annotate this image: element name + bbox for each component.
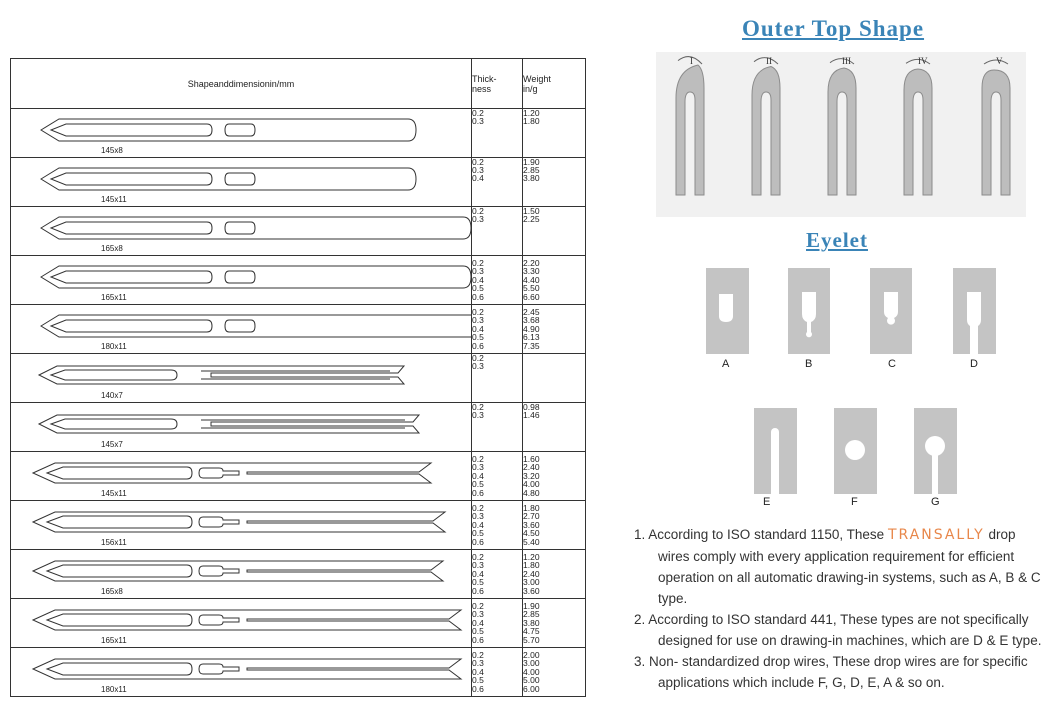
weight-value: 3.30 — [523, 266, 540, 277]
dropwire-drawing — [11, 403, 471, 451]
weight-value: 2.85 — [523, 165, 540, 175]
weight-value: 2.85 — [523, 609, 540, 620]
weight-values-cell — [523, 550, 586, 599]
note-1-suffix: drop — [988, 527, 1016, 542]
wire-outline — [41, 168, 416, 190]
thickness-values-cell — [472, 599, 523, 648]
thickness-value: 0.4 — [472, 470, 484, 481]
table-header-row — [11, 59, 586, 109]
notes-list — [634, 524, 1060, 693]
thickness-values-cell — [472, 158, 523, 207]
thickness-value: 0.2 — [472, 650, 484, 660]
weight-value: 3.20 — [523, 470, 540, 481]
weight-column-header — [523, 59, 586, 109]
eyelet-title: Eyelet — [806, 228, 868, 252]
weight-value: 5.00 — [523, 675, 540, 686]
wire-eyelet — [225, 271, 255, 283]
thickness-value: 0.5 — [472, 528, 484, 539]
thickness-value: 0.5 — [472, 283, 484, 294]
wire-shape-cell — [11, 207, 472, 256]
eyelet-f-hole — [845, 440, 865, 460]
weight-value: 6.60 — [523, 291, 540, 302]
weight-values-cell — [523, 452, 586, 501]
weight-value: 3.60 — [523, 519, 540, 530]
eyelet-label-c: C — [888, 358, 896, 370]
wire-shape-cell — [11, 354, 472, 403]
thickness-value: 0.6 — [472, 487, 484, 498]
wire-outline — [41, 217, 471, 239]
weight-value: 1.60 — [523, 454, 540, 464]
thickness-value: 0.3 — [472, 658, 484, 669]
info-panel — [620, 0, 1060, 701]
weight-value: 2.40 — [523, 462, 540, 473]
weight-value: 1.90 — [523, 157, 540, 167]
table-row — [11, 599, 586, 648]
wire-slot — [47, 467, 192, 479]
weight-value: 1.80 — [523, 503, 540, 513]
thickness-value: 0.6 — [472, 291, 484, 302]
wire-eyelet — [199, 664, 239, 674]
weight-header-line1: Weight — [523, 73, 551, 84]
wire-eyelet — [199, 468, 239, 478]
weight-value: 4.80 — [523, 487, 540, 498]
thickness-values-cell — [472, 109, 523, 158]
thickness-value: 0.3 — [472, 560, 484, 571]
thickness-values-cell — [472, 648, 523, 697]
wire-outline — [33, 561, 443, 581]
eyelet-label-f: F — [851, 496, 858, 508]
thickness-value: 0.2 — [472, 307, 484, 317]
wire-shape-cell — [11, 109, 472, 158]
dropwire-drawing — [11, 109, 471, 157]
wire-slot — [51, 222, 212, 234]
weight-value: 3.68 — [523, 315, 540, 326]
thickness-value: 0.2 — [472, 402, 484, 412]
weight-values-cell — [523, 207, 586, 256]
weight-value: 6.13 — [523, 332, 540, 343]
outer-top-shape-title: Outer Top Shape — [742, 16, 925, 41]
thickness-value: 0.2 — [472, 258, 484, 268]
brand-name: TRANSALLY — [887, 527, 985, 543]
eyelet-e-slot — [771, 428, 779, 494]
thickness-value: 0.2 — [472, 108, 484, 118]
table-row — [11, 158, 586, 207]
weight-values-cell — [523, 256, 586, 305]
thickness-value: 0.2 — [472, 454, 484, 464]
table-row — [11, 305, 586, 354]
thickness-values-cell — [472, 305, 523, 354]
table-row — [11, 648, 586, 697]
wire-outline — [33, 610, 461, 630]
wire-shape-cell — [11, 550, 472, 599]
weight-value: 5.40 — [523, 536, 540, 547]
thickness-values-cell — [472, 207, 523, 256]
weight-value: 4.75 — [523, 626, 540, 637]
eyelet-a-hole — [719, 294, 733, 322]
wire-eyelet — [201, 420, 405, 428]
wire-shape-cell — [11, 403, 472, 452]
thickness-value: 0.5 — [472, 675, 484, 686]
thickness-value: 0.3 — [472, 165, 484, 175]
thickness-values-cell — [472, 550, 523, 599]
thickness-header-line1: Thick- — [472, 73, 497, 84]
wire-outline — [39, 366, 404, 384]
weight-header-line2: in/g — [523, 83, 538, 94]
wire-shape-cell — [11, 256, 472, 305]
weight-values-cell — [523, 354, 586, 403]
wire-slot — [51, 419, 177, 429]
weight-values-cell — [523, 403, 586, 452]
wire-eyelet — [201, 371, 390, 379]
thickness-value: 0.3 — [472, 410, 484, 420]
wire-shape-cell — [11, 599, 472, 648]
thickness-values-cell — [472, 354, 523, 403]
wire-eyelet — [225, 173, 255, 185]
wire-eyelet — [225, 320, 255, 332]
wire-shape-cell — [11, 305, 472, 354]
wire-slot — [47, 663, 192, 675]
thickness-value: 0.3 — [472, 214, 484, 224]
wire-dimension: 145x8 — [101, 146, 123, 155]
dropwire-drawing — [11, 158, 471, 206]
thickness-value: 0.6 — [472, 683, 484, 694]
wire-dimension: 156x11 — [101, 538, 127, 547]
weight-value: 3.00 — [523, 577, 540, 588]
thickness-values-cell — [472, 452, 523, 501]
weight-value: 1.80 — [523, 116, 540, 126]
table-row — [11, 452, 586, 501]
table-row — [11, 403, 586, 452]
thickness-value: 0.3 — [472, 266, 484, 277]
weight-value: 7.35 — [523, 340, 540, 351]
thickness-value: 0.2 — [472, 601, 484, 611]
weight-value: 2.40 — [523, 568, 540, 579]
thickness-value: 0.3 — [472, 116, 484, 126]
wire-dimension: 145x11 — [101, 489, 127, 498]
thickness-value: 0.3 — [472, 315, 484, 326]
weight-value: 4.00 — [523, 479, 540, 490]
thickness-value: 0.6 — [472, 634, 484, 645]
thickness-value: 0.3 — [472, 361, 484, 371]
thickness-value: 0.4 — [472, 173, 484, 183]
wire-dimension: 165x11 — [101, 293, 127, 302]
weight-value: 3.60 — [523, 585, 540, 596]
dropwire-drawing — [11, 501, 471, 549]
thickness-value: 0.2 — [472, 503, 484, 513]
shape-column-header: Shapeanddimensionin/mm — [11, 59, 472, 109]
wire-dimension: 140x7 — [101, 391, 123, 400]
dropwire-drawing — [11, 648, 471, 696]
thickness-value: 0.3 — [472, 511, 484, 522]
eyelet-label-d: D — [970, 358, 978, 370]
thickness-value: 0.5 — [472, 577, 484, 588]
wire-eyelet — [225, 222, 255, 234]
eyelet-figure — [620, 262, 1060, 512]
wire-dimension: 180x11 — [101, 342, 127, 351]
weight-value: 1.20 — [523, 108, 540, 118]
weight-value: 3.80 — [523, 617, 540, 628]
wire-slot — [51, 271, 212, 283]
wire-eyelet — [199, 566, 239, 576]
note-3: 3. Non- standardized drop wires, These drop wires are for specific — [634, 654, 1028, 669]
table-row — [11, 207, 586, 256]
wire-dimension: 165x8 — [101, 587, 123, 596]
thickness-value: 0.2 — [472, 206, 484, 216]
wire-outline — [39, 415, 419, 433]
weight-value: 1.50 — [523, 206, 540, 216]
thickness-values-cell — [472, 403, 523, 452]
thickness-value: 0.6 — [472, 536, 484, 547]
weight-value: 2.00 — [523, 650, 540, 660]
outer-top-shape-figure — [620, 40, 1060, 250]
eyelet-label-g: G — [931, 496, 940, 508]
weight-value: 2.20 — [523, 258, 540, 268]
eyelet-label-b: B — [805, 358, 813, 370]
thickness-value: 0.4 — [472, 274, 484, 285]
wire-slot — [47, 565, 192, 577]
table-row — [11, 256, 586, 305]
thickness-value: 0.2 — [472, 552, 484, 562]
wire-dimension: 145x11 — [101, 195, 127, 204]
wire-slot — [51, 370, 177, 380]
weight-value: 1.46 — [523, 410, 540, 420]
weight-value: 1.20 — [523, 552, 540, 562]
thickness-value: 0.2 — [472, 353, 484, 363]
weight-value: 3.00 — [523, 658, 540, 669]
thickness-value: 0.4 — [472, 666, 484, 677]
wire-outline — [33, 659, 461, 679]
table-row — [11, 109, 586, 158]
outer-top-label-1: I — [690, 56, 693, 66]
specification-table-panel — [10, 58, 586, 699]
dropwire-spec-table — [10, 58, 586, 697]
weight-values-cell — [523, 305, 586, 354]
weight-values-cell — [523, 599, 586, 648]
weight-value: 4.40 — [523, 274, 540, 285]
wire-dimension: 145x7 — [101, 440, 123, 449]
wire-outline — [33, 463, 431, 483]
weight-value: 4.00 — [523, 666, 540, 677]
thickness-value: 0.4 — [472, 323, 484, 334]
weight-values-cell — [523, 648, 586, 697]
wire-dimension: 180x11 — [101, 685, 127, 694]
weight-value: 2.45 — [523, 307, 540, 317]
outer-top-label-5: V — [996, 56, 1003, 66]
wire-outline — [41, 266, 471, 288]
wire-slot — [47, 516, 192, 528]
wire-slot — [47, 614, 192, 626]
thickness-value: 0.3 — [472, 462, 484, 473]
thickness-value: 0.6 — [472, 340, 484, 351]
wire-dimension: 165x11 — [101, 636, 127, 645]
eyelet-label-a: A — [722, 358, 730, 370]
weight-value: 1.90 — [523, 601, 540, 611]
thickness-value: 0.5 — [472, 332, 484, 343]
weight-value: 2.70 — [523, 511, 540, 522]
dropwire-drawing — [11, 207, 471, 255]
wire-slot — [51, 124, 212, 136]
outer-top-label-2: II — [766, 56, 772, 66]
wire-shape-cell — [11, 648, 472, 697]
thickness-value: 0.6 — [472, 585, 484, 596]
dropwire-drawing — [11, 550, 471, 598]
note-1-prefix: 1. According to ISO standard 1150, These — [634, 527, 885, 542]
dropwire-drawing — [11, 599, 471, 647]
dropwire-drawing — [11, 452, 471, 500]
note-3-continued: applications which include F, G, D, E, A & so on. — [658, 675, 945, 690]
weight-value: 6.00 — [523, 683, 540, 694]
weight-values-cell — [523, 501, 586, 550]
outer-top-label-4: IV — [918, 56, 928, 66]
thickness-column-header — [472, 59, 523, 109]
wire-shape-cell — [11, 452, 472, 501]
weight-value: 1.80 — [523, 560, 540, 571]
wire-slot — [51, 320, 212, 332]
weight-value: 2.25 — [523, 214, 540, 224]
weight-value: 4.90 — [523, 323, 540, 334]
weight-value: 0.98 — [523, 402, 540, 412]
eyelet-g-slot — [932, 452, 938, 494]
weight-value: 5.50 — [523, 283, 540, 294]
note-2: 2. According to ISO standard 441, These types are not specifically — [634, 612, 1029, 627]
dropwire-drawing — [11, 256, 471, 304]
thickness-value: 0.4 — [472, 568, 484, 579]
wire-dimension: 165x8 — [101, 244, 123, 253]
note-2-continued: designed for use on drawing-in machines, which are D & E type. — [658, 633, 1042, 648]
thickness-values-cell — [472, 501, 523, 550]
wire-eyelet — [225, 124, 255, 136]
wire-outline — [41, 315, 471, 337]
table-row — [11, 354, 586, 403]
table-row — [11, 501, 586, 550]
note-1-continued: wires comply with every application requirement for efficient operation on all automatic drawing-in systems, such as A, B & C type. — [658, 549, 1041, 606]
wire-shape-cell — [11, 501, 472, 550]
note-1 — [634, 524, 1060, 546]
dropwire-drawing — [11, 305, 471, 353]
thickness-value: 0.3 — [472, 609, 484, 620]
weight-values-cell — [523, 158, 586, 207]
wire-eyelet — [199, 517, 239, 527]
thickness-value: 0.2 — [472, 157, 484, 167]
wire-outline — [41, 119, 416, 141]
wire-eyelet — [199, 615, 239, 625]
outer-top-label-3: III — [842, 56, 851, 66]
wire-shape-cell — [11, 158, 472, 207]
thickness-value: 0.4 — [472, 519, 484, 530]
weight-value: 5.70 — [523, 634, 540, 645]
thickness-value: 0.5 — [472, 626, 484, 637]
weight-values-cell — [523, 109, 586, 158]
eyelet-label-e: E — [763, 496, 771, 508]
weight-value: 4.50 — [523, 528, 540, 539]
wire-slot — [51, 173, 212, 185]
weight-value: 3.80 — [523, 173, 540, 183]
dropwire-drawing — [11, 354, 471, 402]
table-row — [11, 550, 586, 599]
thickness-value: 0.5 — [472, 479, 484, 490]
thickness-value: 0.4 — [472, 617, 484, 628]
thickness-header-line2: ness — [472, 83, 492, 94]
thickness-values-cell — [472, 256, 523, 305]
